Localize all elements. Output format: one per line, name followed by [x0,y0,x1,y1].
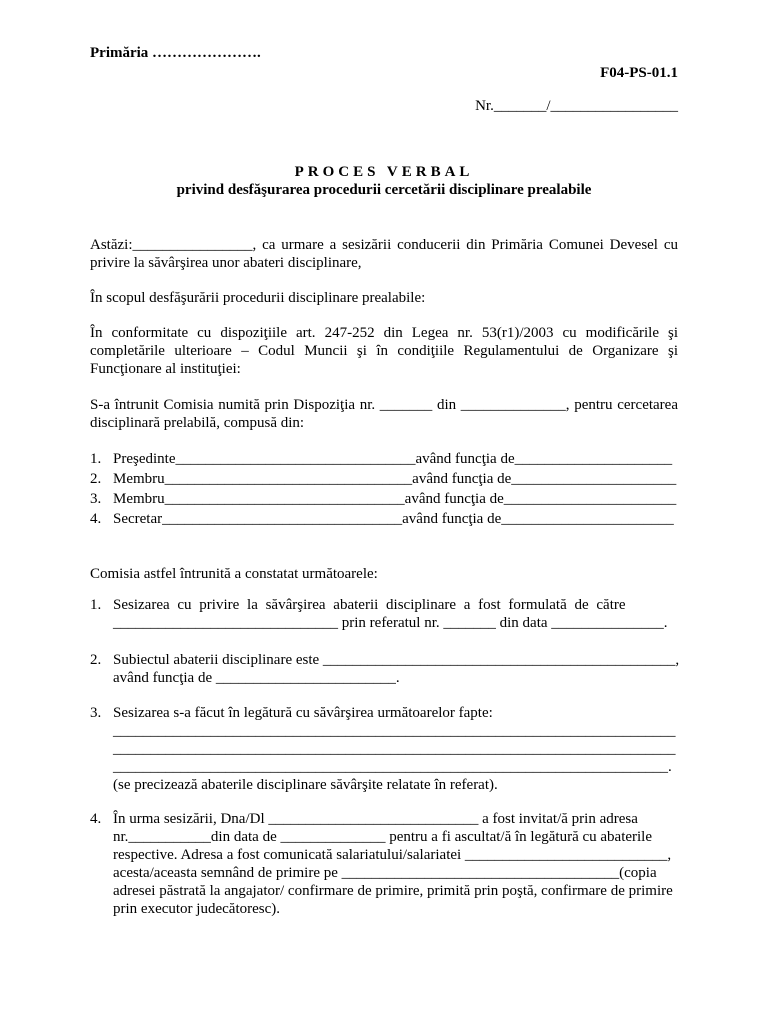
commission-member-1 [90,450,678,468]
finding-line: prin executor judecătoresc). [113,901,280,917]
document-subtitle: privind desfăşurarea procedurii cercetării disciplinare prealabile [176,182,592,198]
finding-item-3 [90,704,678,794]
list-number: 1. [90,597,102,613]
institution-name: Primăria …………………. [90,45,261,61]
finding-line: acesta/aceasta semnând de primire pe _____________________________________(copia [113,865,657,881]
intro-paragraph-commission: S-a întrunit Comisia numită prin Dispoziţia nr. _______ din ______________, pentru cercetarea disciplinară prelabilă, compusă din: [90,397,678,431]
finding-note: (se precizează abaterile disciplinare săvârşite relatate în referat). [113,777,498,793]
commission-member-text: Membru________________________________având funcţia de_______________________ [113,491,677,507]
commission-member-3 [90,490,678,508]
list-number: 3. [90,705,102,721]
finding-line: respective. Adresa a fost comunicată salariatului/salariatei ___________________________, [113,847,672,863]
commission-member-text: Preşedinte________________________________având funcţia de_____________________ [113,451,673,467]
finding-line: ______________________________ prin referatul nr. _______ din data _______________. [113,615,668,631]
finding-item-4 [90,810,678,918]
list-number: 4. [90,811,102,827]
finding-line: Sesizarea s-a făcut în legătură cu săvârşirea următoarelor fapte: [113,705,493,721]
list-number: 2. [90,652,102,668]
intro-paragraph-legal-basis: În conformitate cu dispoziţiile art. 247-252 din Legea nr. 53(r1)/2003 cu modificările şi completările ulterioare – Codul Muncii şi în condiţiile Regulamentului de Organizare şi Funcţionare al instituţiei: [90,325,678,377]
commission-member-4 [90,510,678,528]
finding-item-2 [90,651,678,687]
commission-member-text: Membru_________________________________având funcţia de______________________ [113,471,677,487]
document-title: PROCES VERBAL [294,164,474,180]
document-page [90,0,678,1024]
list-number: 4. [90,511,102,527]
finding-line: adresei păstrată la angajator/ confirmare de primire, primită prin poştă, confirmare de primire [113,883,673,899]
findings-intro: Comisia astfel întrunită a constatat următoarele: [90,566,378,582]
form-code: F04-PS-01.1 [600,65,678,81]
finding-line: Sesizarea cu privire la săvârşirea abaterii disciplinare a fost formulată de către [113,597,626,613]
list-number: 2. [90,471,102,487]
list-number: 1. [90,451,102,467]
finding-line: În urma sesizării, Dna/Dl ____________________________ a fost invitat/ă prin adresa [113,811,638,827]
document-number-line: Nr._______/_________________ [475,98,678,114]
intro-paragraph-date: Astăzi:________________, ca urmare a sesizării conducerii din Primăria Comunei Devesel cu privire la săvârşirea unor abateri disciplinare, [90,237,678,271]
intro-paragraph-scope: În scopul desfăşurării procedurii disciplinare prealabile: [90,290,426,306]
finding-line: ___________________________________________________________________________ [113,741,676,757]
finding-line: Subiectul abaterii disciplinare este _______________________________________________, [113,652,680,668]
finding-line: __________________________________________________________________________. [113,759,672,775]
finding-line: având funcţia de ________________________. [113,670,400,686]
finding-item-1 [90,596,678,632]
commission-member-2 [90,470,678,488]
list-number: 3. [90,491,102,507]
finding-line: ___________________________________________________________________________ [113,723,676,739]
finding-line: nr.___________din data de ______________ pentru a fi ascultat/ă în legătură cu abaterile [113,829,653,845]
commission-member-text: Secretar________________________________având funcţia de_______________________ [113,511,674,527]
